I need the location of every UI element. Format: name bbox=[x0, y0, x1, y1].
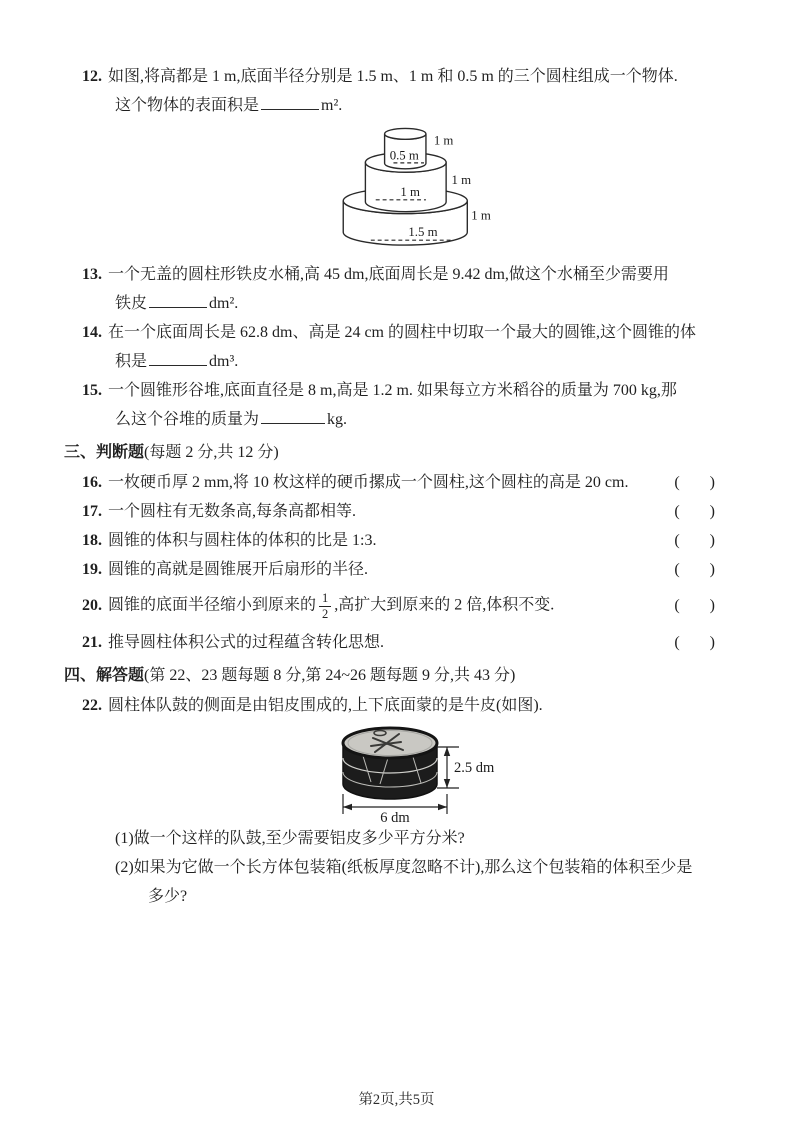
judge-text: 16. 一枚硬币厚 2 mm,将 10 枚这样的硬币摞成一个圆柱,这个圆柱的高是 20 cm. bbox=[82, 474, 629, 491]
question-text: 如图,将高都是 1 m,底面半径分别是 1.5 m、1 m 和 0.5 m 的三个圆柱组成一个物体. bbox=[108, 68, 678, 85]
question-22-sub2: (2)如果为它做一个长方体包装箱(纸板厚度忽略不计),那么这个包装箱的体积至少是 bbox=[115, 859, 693, 876]
question-number: 19. bbox=[82, 561, 102, 578]
section-meta: (每题 2 分,共 12 分) bbox=[144, 444, 279, 461]
question-14 bbox=[0, 318, 793, 376]
bottom-radius-label: 1.5 m bbox=[408, 225, 438, 240]
answer-parentheses: ( ) bbox=[674, 474, 715, 491]
question-21 bbox=[82, 628, 757, 657]
question-17 bbox=[82, 497, 757, 526]
mid-height-label: 1 m bbox=[451, 173, 472, 188]
section-meta: (第 22、23 题每题 8 分,第 24~26 题每题 9 分,共 43 分) bbox=[144, 667, 516, 684]
mid-radius-label: 1 m bbox=[400, 184, 420, 199]
question-22-line1 bbox=[82, 691, 757, 720]
drum-height-label: 2.5 dm bbox=[454, 760, 495, 776]
question-text: 在一个底面周长是 62.8 dm、高是 24 cm 的圆柱中切取一个最大的圆锥,这个圆锥的体 bbox=[108, 324, 696, 341]
answer-blank bbox=[149, 351, 207, 366]
top-height-label: 1 m bbox=[433, 133, 454, 148]
question-12 bbox=[0, 62, 793, 252]
question-15 bbox=[0, 376, 793, 434]
question-text: 圆柱体队鼓的侧面是由铝皮围成的,上下底面蒙的是牛皮(如图). bbox=[108, 697, 543, 714]
question-text: 一个无盖的圆柱形铁皮水桶,高 45 dm,底面周长是 9.42 dm,做这个水桶至少需要用 bbox=[108, 266, 669, 283]
question-text: 这个物体的表面积是 bbox=[115, 97, 260, 114]
question-number: 12. bbox=[82, 68, 102, 85]
judge-text: 17. 一个圆柱有无数条高,每条高都相等. bbox=[82, 503, 357, 520]
question-number: 16. bbox=[82, 474, 102, 491]
question-text: 一个圆锥形谷堆,底面直径是 8 m,高是 1.2 m. 如果每立方米稻谷的质量为 700 kg,那 bbox=[108, 382, 677, 399]
judge-text: 20. 圆锥的底面半径缩小到原来的 $\frac{1}{2}$ ,高扩大到原来的 2 倍,体积不变. bbox=[82, 591, 555, 621]
unit-label: m². bbox=[321, 97, 343, 114]
answer-parentheses: ( ) bbox=[674, 561, 715, 578]
judge-text: 21. 推导圆柱体积公式的过程蕴含转化思想. bbox=[82, 634, 385, 651]
question-16 bbox=[82, 468, 757, 497]
question-15-line2 bbox=[115, 405, 757, 434]
unit-label: kg. bbox=[327, 411, 348, 428]
answer-blank bbox=[261, 95, 319, 110]
question-number: 15. bbox=[82, 382, 102, 399]
top-cylinder-top bbox=[385, 128, 426, 139]
question-text: 么这个谷堆的质量为 bbox=[115, 411, 260, 428]
question-12-line2 bbox=[115, 91, 757, 120]
unit-label: dm³. bbox=[209, 353, 239, 370]
question-14-line1 bbox=[82, 318, 757, 347]
drum-diameter-label: 6 dm bbox=[380, 810, 410, 824]
question-18 bbox=[82, 526, 757, 555]
question-19 bbox=[82, 555, 757, 584]
question-number: 22. bbox=[82, 697, 102, 714]
section-judge-heading bbox=[64, 438, 793, 468]
bottom-height-label: 1 m bbox=[471, 208, 491, 223]
answer-parentheses: ( ) bbox=[674, 597, 715, 614]
question-12-line1 bbox=[82, 62, 757, 91]
question-22-sub2-cont: 多少? bbox=[148, 888, 188, 905]
fraction: $\frac{1}{2}$ bbox=[319, 591, 331, 621]
question-text: 铁皮 bbox=[115, 295, 148, 312]
question-13 bbox=[0, 260, 793, 318]
question-14-line2 bbox=[115, 347, 757, 376]
answer-parentheses: ( ) bbox=[674, 634, 715, 651]
question-22 bbox=[0, 691, 793, 911]
section-label: 四、解答题 bbox=[64, 667, 145, 684]
question-22-sub1: (1)做一个这样的队鼓,至少需要铝皮多少平方分米? bbox=[115, 830, 465, 847]
question-number: 18. bbox=[82, 532, 102, 549]
question-text: 积是 bbox=[115, 353, 148, 370]
question-13-line2 bbox=[115, 289, 757, 318]
section-solve-heading bbox=[64, 661, 793, 691]
answer-parentheses: ( ) bbox=[674, 503, 715, 520]
question-number: 21. bbox=[82, 634, 102, 651]
answer-blank bbox=[261, 409, 325, 424]
question-20 bbox=[82, 584, 757, 628]
question-number: 13. bbox=[82, 266, 102, 283]
top-radius-label: 0.5 m bbox=[389, 148, 419, 163]
judge-text: 19. 圆锥的高就是圆锥展开后扇形的半径. bbox=[82, 561, 369, 578]
diameter-arrow-left bbox=[343, 804, 352, 810]
unit-label: dm². bbox=[209, 295, 239, 312]
page-number-footer: 第2页,共5页 bbox=[358, 1092, 435, 1108]
height-arrow-down bbox=[444, 779, 450, 788]
answer-blank bbox=[149, 293, 207, 308]
judge-text: 18. 圆锥的体积与圆柱体的体积的比是 1:3. bbox=[82, 532, 377, 549]
question-number: 17. bbox=[82, 503, 102, 520]
section-label: 三、判断题 bbox=[64, 444, 145, 461]
diameter-arrow-right bbox=[438, 804, 447, 810]
question-15-line1 bbox=[82, 376, 757, 405]
answer-parentheses: ( ) bbox=[674, 532, 715, 549]
question-number: 14. bbox=[82, 324, 102, 341]
figure-drum bbox=[333, 722, 508, 824]
height-arrow-up bbox=[444, 747, 450, 756]
figure-cylinder-stack bbox=[330, 124, 515, 252]
question-number: 20. bbox=[82, 596, 102, 614]
question-13-line1 bbox=[82, 260, 757, 289]
